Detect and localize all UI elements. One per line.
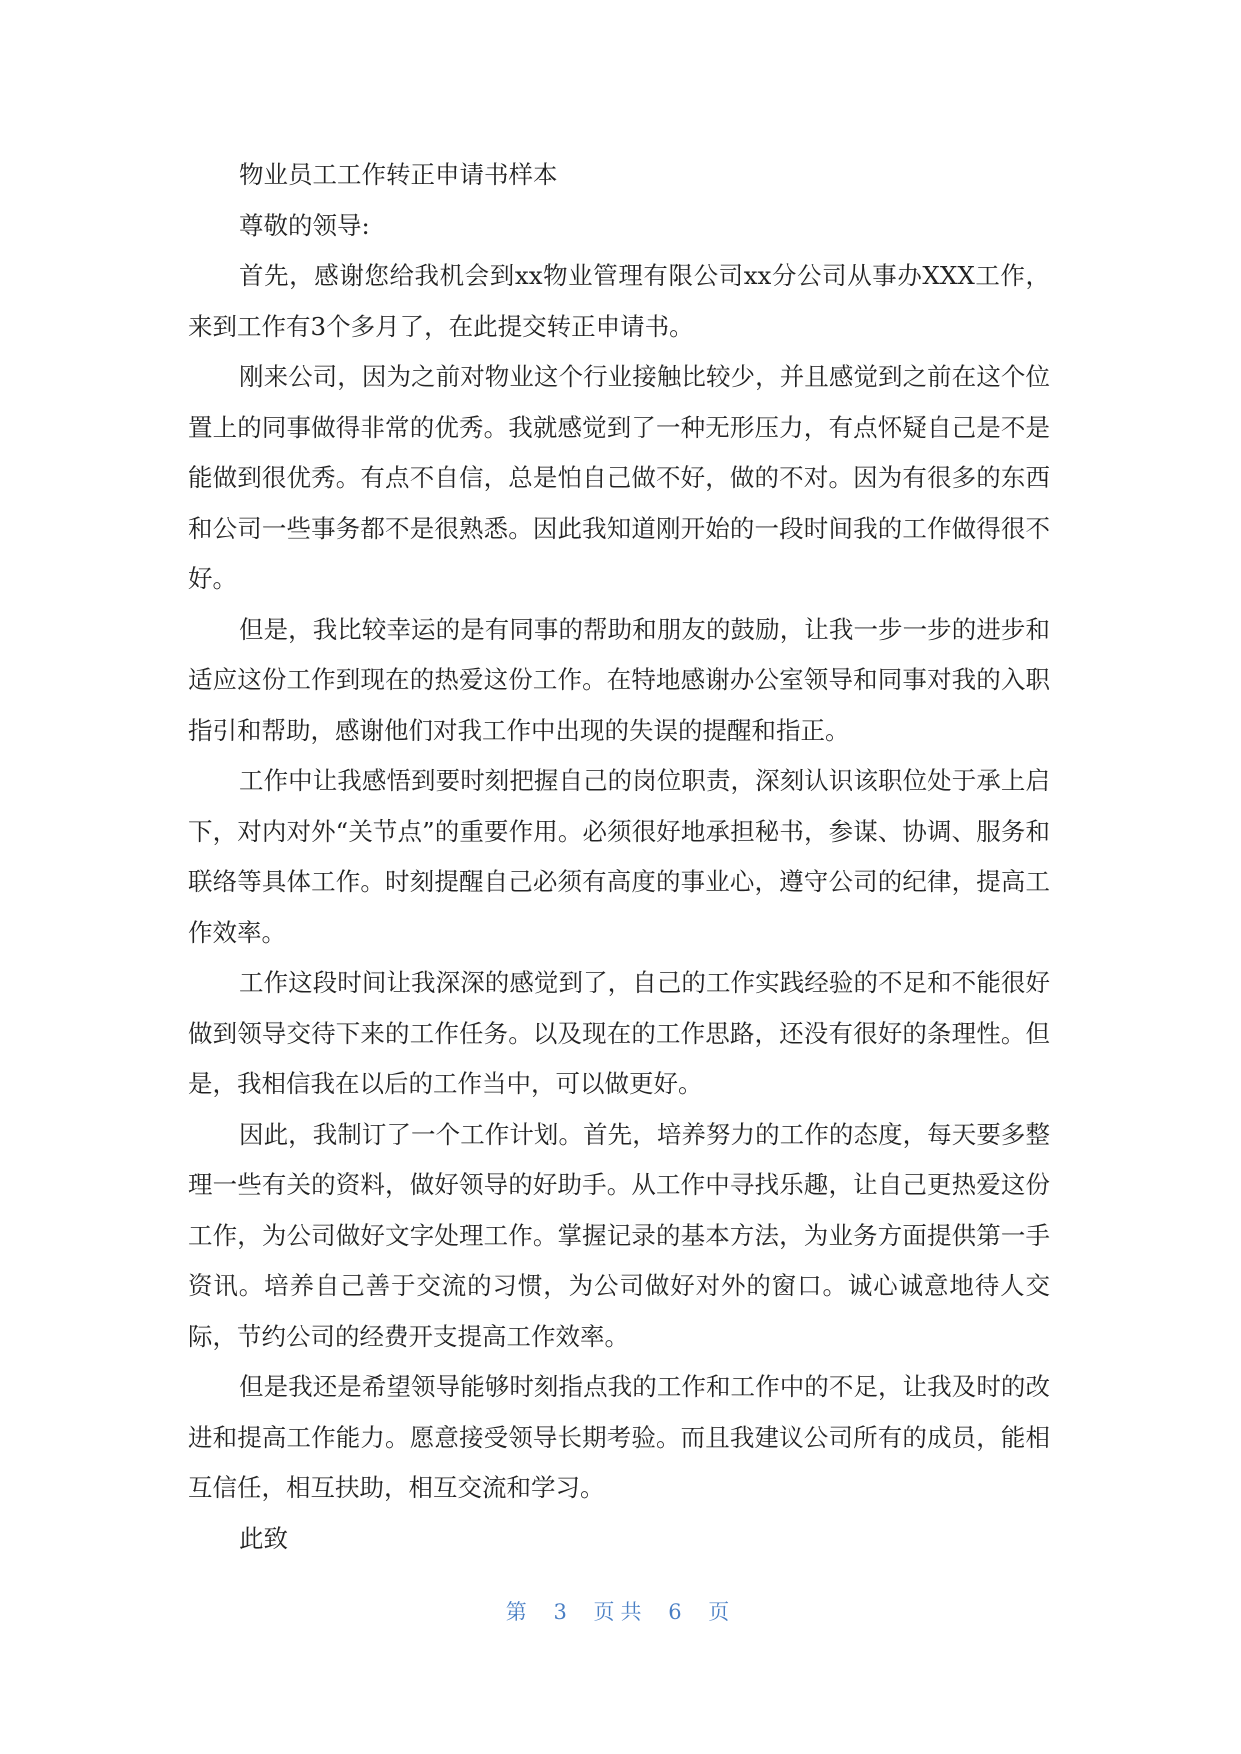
paragraph: 但是我还是希望领导能够时刻指点我的工作和工作中的不足，让我及时的改进和提高工作能力。愿意接受领导长期考验。而且我建议公司所有的成员，能相互信任，相互扶助，相互交流和学习。 — [188, 1372, 1050, 1502]
current-page-number: 3 — [553, 1600, 573, 1624]
paragraph: 刚来公司，因为之前对物业这个行业接触比较少，并且感觉到之前在这个位置上的同事做得非常的优秀。我就感觉到了一种无形压力，有点怀疑自己是不是能做到很优秀。有点不自信，总是怕自己做不好，做的不对。因为有很多的东西和公司一些事务都不是很熟悉。因此我知道刚开始的一段时间我的工作做得很不好。 — [188, 362, 1050, 593]
document-body — [188, 150, 1050, 1564]
footer-suffix: 页 — [708, 1600, 736, 1624]
footer-middle: 页共 — [593, 1600, 648, 1624]
salutation: 尊敬的领导: — [239, 210, 370, 240]
closing: 此致 — [239, 1523, 288, 1553]
paragraph: 工作这段时间让我深深的感觉到了，自己的工作实践经验的不足和不能很好做到领导交待下来的工作任务。以及现在的工作思路，还没有很好的条理性。但是，我相信我在以后的工作当中，可以做更好。 — [188, 968, 1050, 1098]
paragraph: 因此，我制订了一个工作计划。首先，培养努力的工作的态度，每天要多整理一些有关的资料，做好领导的好助手。从工作中寻找乐趣，让自己更热爱这份工作，为公司做好文字处理工作。掌握记录的基本方法，为业务方面提供第一手资讯。培养自己善于交流的习惯，为公司做好对外的窗口。诚心诚意地待人交际，节约公司的经费开支提高工作效率。 — [188, 1119, 1050, 1351]
document-title: 物业员工工作转正申请书样本 — [239, 160, 558, 189]
total-pages-number: 6 — [668, 1600, 688, 1624]
footer-prefix: 第 — [505, 1600, 533, 1624]
paragraph: 首先，感谢您给我机会到xx物业管理有限公司xx分公司从事办XXX工作，来到工作有3个多月了，在此提交转正申请书。 — [188, 261, 1050, 341]
paragraph: 工作中让我感悟到要时刻把握自己的岗位职责，深刻认识该职位处于承上启下，对内对外“关节点”的重要作用。必须很好地承担秘书，参谋、协调、服务和联络等具体工作。时刻提醒自己必须有高度的事业心，遵守公司的纪律，提高工作效率。 — [188, 766, 1050, 947]
paragraph: 但是，我比较幸运的是有同事的帮助和朋友的鼓励，让我一步一步的进步和适应这份工作到现在的热爱这份工作。在特地感谢办公室领导和同事对我的入职指引和帮助，感谢他们对我工作中出现的失误的提醒和指正。 — [188, 614, 1050, 745]
page-number-footer — [0, 1596, 1241, 1626]
